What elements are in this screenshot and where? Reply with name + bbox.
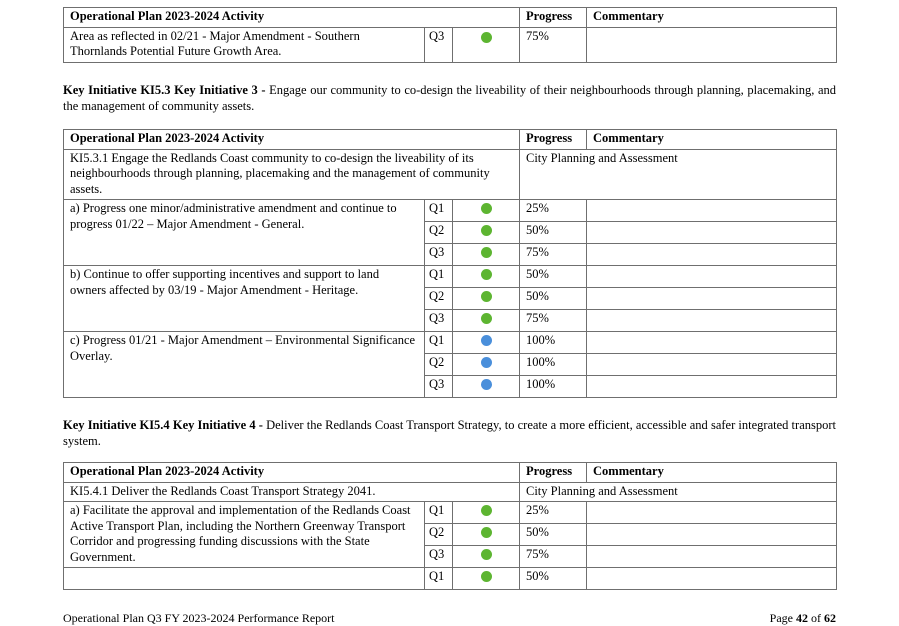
quarter-label: Q2	[425, 222, 453, 244]
progress-value: 75%	[520, 244, 587, 266]
status-indicator-icon	[481, 571, 492, 582]
progress-value: 75%	[520, 27, 587, 62]
status-cell	[453, 200, 520, 222]
commentary-cell	[587, 546, 837, 568]
intro-activity: KI5.4.1 Deliver the Redlands Coast Transport Strategy 2041.	[64, 482, 520, 502]
activity-text: c) Progress 01/21 - Major Amendment – Environmental Significance Overlay.	[64, 332, 425, 398]
status-cell	[453, 354, 520, 376]
status-indicator-icon	[481, 247, 492, 258]
quarter-row	[64, 568, 837, 590]
header-commentary: Commentary	[587, 130, 837, 150]
status-cell	[453, 266, 520, 288]
progress-value: 100%	[520, 332, 587, 354]
responsible-unit: City Planning and Assessment	[520, 149, 837, 200]
status-cell	[453, 244, 520, 266]
progress-value: 25%	[520, 502, 587, 524]
commentary-cell	[587, 310, 837, 332]
status-cell	[453, 222, 520, 244]
status-cell	[453, 332, 520, 354]
progress-value: 50%	[520, 222, 587, 244]
key-initiative-3-heading	[63, 82, 836, 114]
header-activity: Operational Plan 2023-2024 Activity	[64, 130, 520, 150]
activity-text: a) Facilitate the approval and implementation of the Redlands Coast Active Transport Plan, including the Northern Greenway Transport Corridor and progressing funding discussions with the State Government.	[64, 502, 425, 568]
table-header-row	[64, 130, 837, 150]
table-row	[64, 27, 837, 62]
status-indicator-icon	[481, 269, 492, 280]
intro-row	[64, 149, 837, 200]
activity-table-2	[63, 129, 837, 398]
intro-activity: KI5.3.1 Engage the Redlands Coast community to co-design the liveability of its neighbourhoods through planning, placemaking and the management of community assets.	[64, 149, 520, 200]
progress-value: 25%	[520, 200, 587, 222]
quarter-row	[64, 200, 837, 222]
responsible-unit: City Planning and Assessment	[520, 482, 837, 502]
key-initiative-4-heading	[63, 417, 836, 449]
status-cell	[453, 502, 520, 524]
commentary-cell	[587, 332, 837, 354]
quarter-label: Q1	[425, 200, 453, 222]
status-indicator-icon	[481, 335, 492, 346]
quarter-row	[64, 502, 837, 524]
commentary-cell	[587, 222, 837, 244]
quarter-label: Q1	[425, 568, 453, 590]
quarter-label: Q2	[425, 524, 453, 546]
progress-value: 50%	[520, 266, 587, 288]
status-cell	[453, 376, 520, 398]
status-cell	[453, 524, 520, 546]
status-indicator-icon	[481, 527, 492, 538]
page-of: of	[808, 611, 824, 625]
progress-value: 75%	[520, 546, 587, 568]
status-cell	[453, 288, 520, 310]
progress-value: 50%	[520, 288, 587, 310]
page-number	[770, 611, 836, 626]
status-indicator-icon	[481, 379, 492, 390]
progress-value: 100%	[520, 354, 587, 376]
quarter-row	[64, 266, 837, 288]
footer-report-title: Operational Plan Q3 FY 2023-2024 Performance Report	[63, 611, 335, 625]
page-total: 62	[824, 611, 836, 625]
status-cell	[453, 310, 520, 332]
status-cell	[453, 568, 520, 590]
header-progress: Progress	[520, 463, 587, 483]
quarter-label: Q2	[425, 288, 453, 310]
commentary-cell	[587, 524, 837, 546]
progress-value: 50%	[520, 524, 587, 546]
intro-row	[64, 482, 837, 502]
status-indicator-icon	[481, 291, 492, 302]
activity-text: Area as reflected in 02/21 - Major Amendment - Southern Thornlands Potential Future Growth Area.	[64, 27, 425, 62]
commentary-cell	[587, 502, 837, 524]
header-progress: Progress	[520, 8, 587, 28]
commentary-cell	[587, 266, 837, 288]
page-prefix: Page	[769, 611, 796, 625]
status-indicator-icon	[481, 225, 492, 236]
activity-text: b) Continue to offer supporting incentives and support to land owners affected by 03/19 - Major Amendment - Heritage.	[64, 266, 425, 332]
activity-table-3	[63, 462, 837, 590]
status-indicator-icon	[481, 203, 492, 214]
quarter-label: Q3	[425, 244, 453, 266]
progress-value: 50%	[520, 568, 587, 590]
commentary-cell	[587, 376, 837, 398]
commentary-cell	[587, 244, 837, 266]
activity-table-1	[63, 7, 837, 63]
commentary-cell	[587, 288, 837, 310]
commentary-cell	[587, 354, 837, 376]
status-indicator-icon	[481, 357, 492, 368]
commentary-cell	[587, 568, 837, 590]
quarter-label: Q3	[425, 376, 453, 398]
header-commentary: Commentary	[587, 8, 837, 28]
commentary-cell	[587, 27, 837, 62]
initiative-text: Deliver the Redlands Coast Transport Strategy, to create a more efficient, accessible and safer integrated transport system.	[63, 418, 836, 448]
commentary-cell	[587, 200, 837, 222]
progress-value: 75%	[520, 310, 587, 332]
initiative-text: Engage our community to co-design the liveability of their neighbourhoods through planning, placemaking, and the management of community assets.	[63, 83, 836, 113]
page-current: 42	[796, 611, 808, 625]
progress-value: 100%	[520, 376, 587, 398]
initiative-label: Key Initiative KI5.4 Key Initiative 4 -	[63, 418, 263, 432]
quarter-row	[64, 332, 837, 354]
quarter-label: Q2	[425, 354, 453, 376]
quarter-label: Q3	[425, 310, 453, 332]
status-cell	[453, 546, 520, 568]
status-indicator-icon	[481, 313, 492, 324]
header-activity: Operational Plan 2023-2024 Activity	[64, 8, 520, 28]
activity-text	[64, 568, 425, 590]
header-activity: Operational Plan 2023-2024 Activity	[64, 463, 520, 483]
status-indicator-icon	[481, 549, 492, 560]
header-progress: Progress	[520, 130, 587, 150]
table-header-row	[64, 463, 837, 483]
quarter-label: Q1	[425, 502, 453, 524]
quarter-label: Q1	[425, 332, 453, 354]
quarter-label: Q1	[425, 266, 453, 288]
status-indicator-icon	[481, 505, 492, 516]
status-cell	[453, 27, 520, 62]
activity-text: a) Progress one minor/administrative amendment and continue to progress 01/22 – Major Amendment - General.	[64, 200, 425, 266]
initiative-label: Key Initiative KI5.3 Key Initiative 3 -	[63, 83, 266, 97]
quarter-label: Q3	[425, 546, 453, 568]
header-commentary: Commentary	[587, 463, 837, 483]
status-indicator-icon	[481, 32, 492, 43]
quarter-label: Q3	[425, 27, 453, 62]
table-header-row	[64, 8, 837, 28]
